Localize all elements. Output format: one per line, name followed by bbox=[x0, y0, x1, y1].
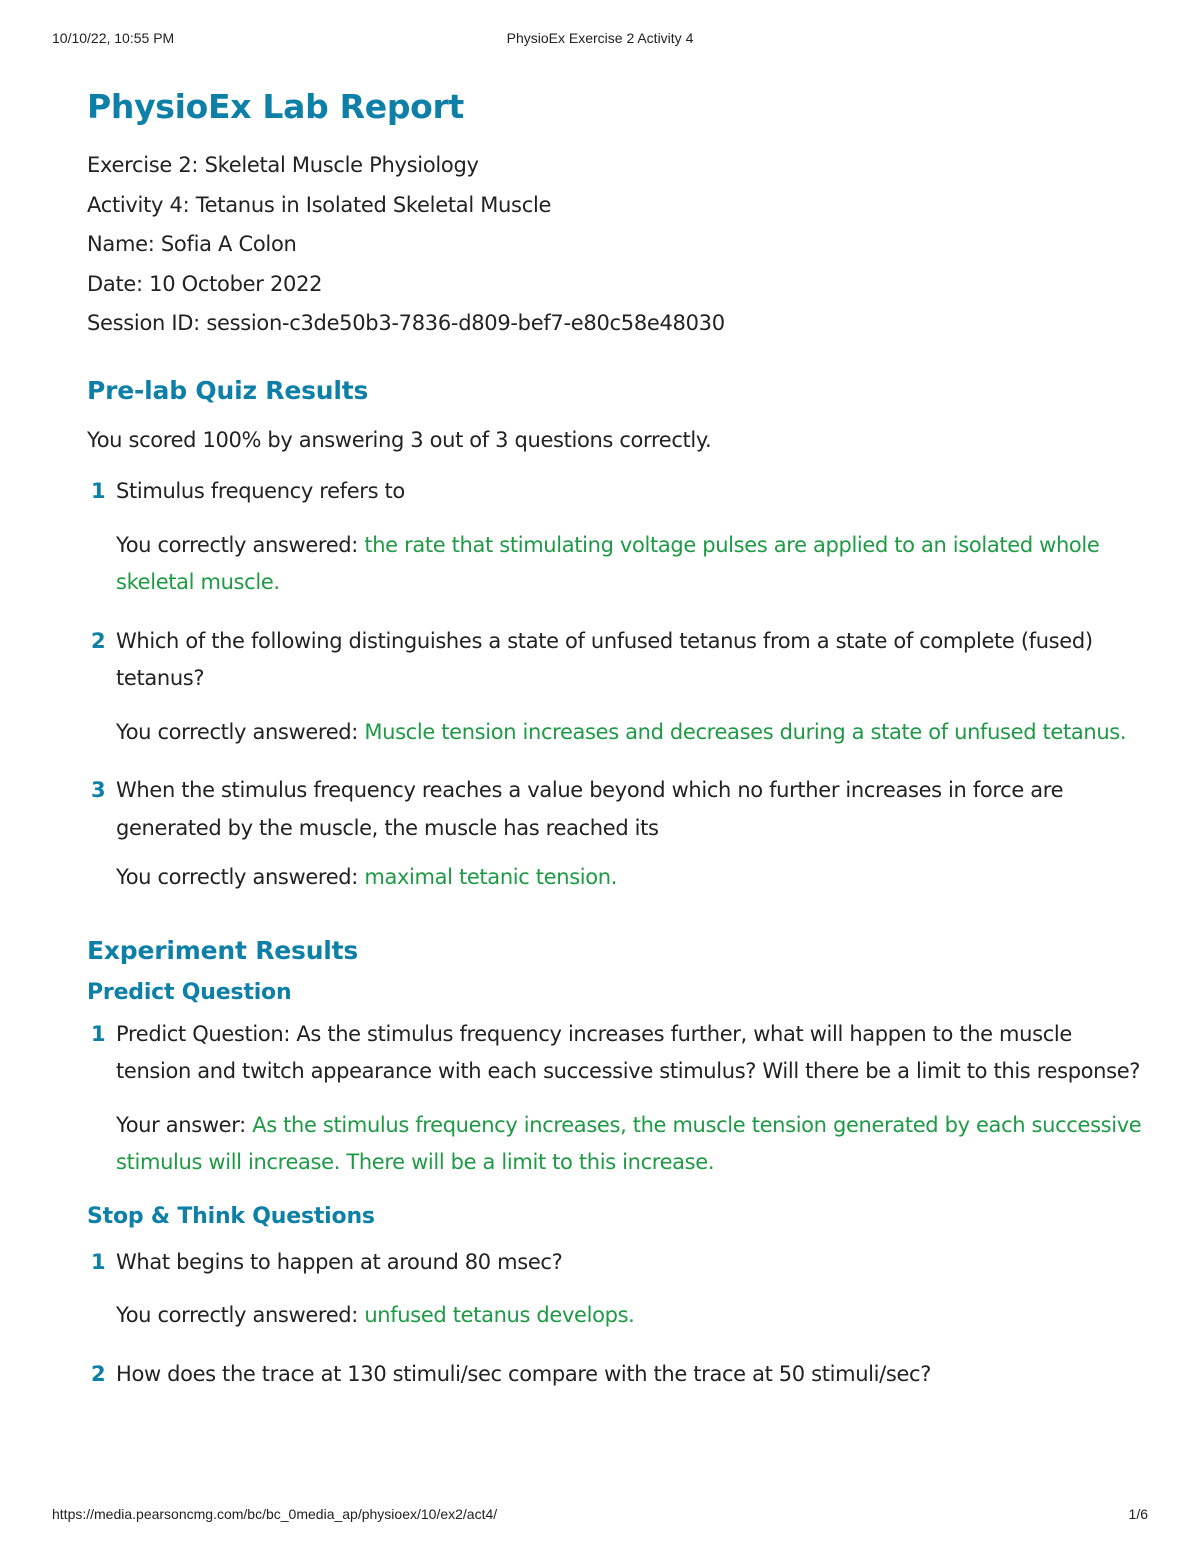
question-text: Which of the following distinguishes a state of unfused tetanus from a state of complete (fused) tetanus? bbox=[116, 628, 1093, 690]
stop-think-question-1 bbox=[87, 1244, 1147, 1335]
experiment-heading: Experiment Results bbox=[87, 935, 359, 965]
page-number: 1/6 bbox=[1128, 1506, 1148, 1522]
report-content bbox=[87, 84, 1147, 1393]
answer-label: You correctly answered: bbox=[116, 719, 359, 744]
question-text: How does the trace at 130 stimuli/sec compare with the trace at 50 stimuli/sec? bbox=[116, 1361, 932, 1386]
question-text: Predict Question: As the stimulus frequency increases further, what will happen to the muscle tension and twitch appearance with each successive stimulus? Will there be a limit to this response? bbox=[116, 1021, 1141, 1083]
predict-question bbox=[87, 1016, 1147, 1182]
answer-block bbox=[116, 1107, 1147, 1182]
quiz-score: You scored 100% by answering 3 out of 3 questions correctly. bbox=[87, 427, 712, 452]
prelab-heading: Pre-lab Quiz Results bbox=[87, 375, 369, 405]
print-datetime: 10/10/22, 10:55 PM bbox=[52, 30, 175, 46]
stop-think-heading: Stop & Think Questions bbox=[87, 1203, 375, 1229]
question-number: 3 bbox=[91, 778, 106, 802]
prelab-question-3 bbox=[87, 772, 1147, 897]
report-title: PhysioEx Lab Report bbox=[87, 87, 464, 126]
answer-label: Your answer: bbox=[116, 1112, 246, 1137]
activity-line: Activity 4: Tetanus in Isolated Skeletal Muscle bbox=[87, 192, 552, 217]
predict-heading: Predict Question bbox=[87, 979, 292, 1005]
answer-block bbox=[116, 714, 1147, 752]
answer-text: unfused tetanus develops. bbox=[364, 1303, 635, 1327]
session-line: Session ID: session-c3de50b3-7836-d809-bef7-e80c58e48030 bbox=[87, 311, 725, 335]
name-line: Name: Sofia A Colon bbox=[87, 232, 297, 256]
print-header bbox=[0, 30, 1200, 50]
answer-block bbox=[116, 527, 1147, 602]
date-line: Date: 10 October 2022 bbox=[87, 271, 323, 296]
answer-text: As the stimulus frequency increases, the muscle tension generated by each successive stimulus will increase. There will be a limit to this increase. bbox=[116, 1112, 1142, 1174]
question-number: 2 bbox=[91, 1361, 106, 1386]
question-text: When the stimulus frequency reaches a value beyond which no further increases in force are generated by the muscle, the muscle has reached its bbox=[116, 778, 1064, 840]
question-text: Stimulus frequency refers to bbox=[116, 479, 405, 503]
answer-text: Muscle tension increases and decreases during a state of unfused tetanus. bbox=[364, 719, 1127, 744]
prelab-question-2 bbox=[87, 623, 1147, 752]
answer-label: You correctly answered: bbox=[116, 532, 359, 557]
answer-label: You correctly answered: bbox=[116, 1303, 359, 1327]
exercise-line: Exercise 2: Skeletal Muscle Physiology bbox=[87, 153, 479, 177]
page-url-link[interactable]: https://media.pearsoncmg.com/bc/bc_0media_ap/physioex/10/ex2/act4/ bbox=[52, 1506, 498, 1522]
answer-text: the rate that stimulating voltage pulses are applied to an isolated whole skeletal muscle. bbox=[116, 532, 1100, 594]
question-text: What begins to happen at around 80 msec? bbox=[116, 1249, 563, 1274]
stop-think-question-2 bbox=[87, 1356, 1147, 1394]
question-number: 1 bbox=[91, 479, 106, 503]
answer-block bbox=[116, 1297, 1147, 1335]
question-number: 2 bbox=[91, 628, 106, 653]
question-number: 1 bbox=[91, 1021, 106, 1046]
question-number: 1 bbox=[91, 1249, 106, 1274]
prelab-question-1 bbox=[87, 473, 1147, 602]
answer-text: maximal tetanic tension. bbox=[364, 865, 618, 889]
print-title: PhysioEx Exercise 2 Activity 4 bbox=[506, 30, 694, 46]
print-footer bbox=[0, 1506, 1200, 1526]
answer-label: You correctly answered: bbox=[116, 865, 359, 889]
answer-block bbox=[116, 859, 1147, 897]
report-meta bbox=[87, 146, 1147, 344]
